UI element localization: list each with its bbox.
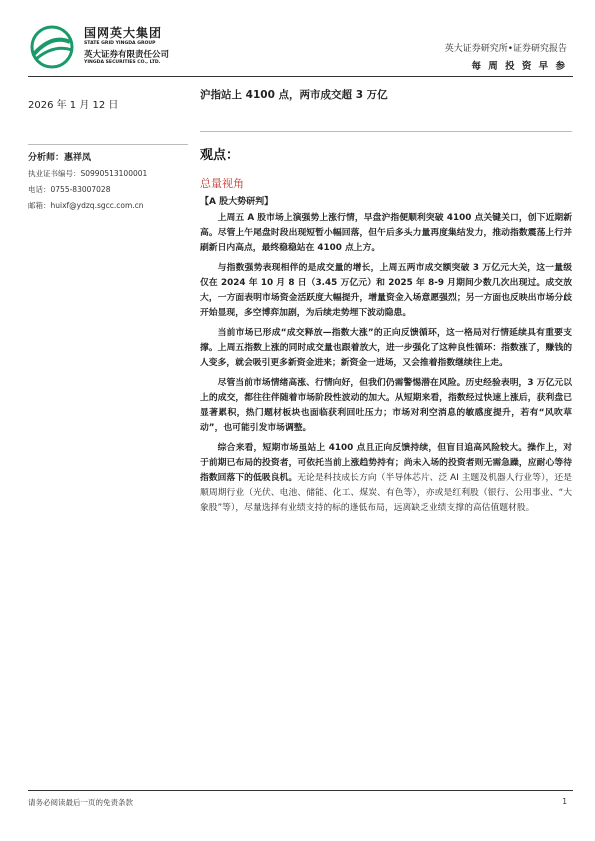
report-headline: 沪指站上 4100 点，两市成交超 3 万亿 <box>200 89 388 101</box>
logo-group-name: 国网英大集团 <box>84 26 163 40</box>
logo-company-name-en: YINGDA SECURITIES CO., LTD. <box>84 60 161 65</box>
headline-divider <box>200 131 572 132</box>
company-logo <box>28 22 188 74</box>
analyst-phone: 电话：0755-83007028 <box>28 185 111 194</box>
section-heading: 总量视角 <box>200 177 244 190</box>
subsection-heading: 【A 股大势研判】 <box>200 197 274 207</box>
paragraph <box>200 261 572 321</box>
report-type-label: 每 周 投 资 早 参 <box>471 61 567 72</box>
analyst-name: 分析师：惠祥凤 <box>28 153 92 163</box>
viewpoint-heading: 观点： <box>200 148 240 163</box>
page-number: 1 <box>562 797 567 806</box>
logo-company-name: 英大证券有限责任公司 <box>84 50 170 60</box>
analyst-email[interactable]: 邮箱：huixf@ydzq.sgcc.com.cn <box>28 201 144 210</box>
logo-group-name-en: STATE GRID YINGDA GROUP <box>84 41 156 46</box>
paragraph <box>200 211 572 256</box>
paragraph-bold-text: 综合来看，短期市场虽站上 4100 点且正向反馈持续，但盲目追高风险较大。操作上，对于前期已布局的投资者，可依托当前上涨趋势持有；尚未入场的投资者则无需急躁，应耐心等待指数回落下的低吸良机。 <box>200 443 572 483</box>
paragraph <box>200 376 572 436</box>
paragraph <box>200 326 572 371</box>
paragraph-bold-text: 尽管当前市场情绪高涨、行情向好，但我们仍需警惕潜在风险。历史经验表明，3 万亿元以上的成交，都往往伴随着市场阶段性波动的加大。从短期来看，指数经过快速上涨后，获利盘已显著累积，热门题材板块也面临获利回吐压力；市场对利空消息的敏感度提升，若有“风吹草动”，也可能引发市场调整。 <box>200 378 572 433</box>
paragraph-text: 无论是科技成长方向（半导体芯片、泛 AI 主题及机器人行业等），还是顺周期行业（光伏、电池、储能、化工、煤炭、有色等），亦或是红利股（银行、公用事业、“大象股”等），尽量选择有业绩支持的标的逢低布局，远离缺乏业绩支撑的高估值题材股。 <box>200 473 572 513</box>
report-body <box>200 211 572 521</box>
footer-divider <box>28 790 573 791</box>
institute-label: 英大证券研究所•证券研究报告 <box>444 44 567 54</box>
state-grid-logo-icon <box>28 24 76 70</box>
report-date: 2026 年 1 月 12 日 <box>28 100 119 111</box>
sidebar-divider <box>28 144 188 145</box>
paragraph-bold-text: 与指数强势表现相伴的是成交量的增长，上周五两市成交额突破 3 万亿元大关，这一量级仅在 2024 年 10 月 8 日（3.45 万亿元）和 2025 年 8-9 月期间少数几次出现过。成交放大，一方面表明市场资金活跃度大幅提升，增量资金入场意愿强烈；另一方面也反映出市场分歧开始显现，多空博弈加剧，为后续走势埋下波动隐患。 <box>200 263 572 318</box>
footer-disclaimer: 请务必阅读最后一页的免责条款 <box>28 798 133 807</box>
header-divider <box>28 76 573 77</box>
analyst-license: 执业证书编号：S0990513100001 <box>28 169 148 178</box>
paragraph <box>200 441 572 516</box>
paragraph-bold-text: 当前市场已形成“成交释放—指数大涨”的正向反馈循环，这一格局对行情延续具有重要支撑。上周五指数上涨的同时成交量也跟着放大，进一步强化了这种良性循环：指数涨了，赚钱的人变多，就会吸引更多新资金进来；新资金一进场，又会推着指数继续往上走。 <box>200 328 572 368</box>
paragraph-bold-text: 上周五 A 股市场上演强势上涨行情，早盘沪指便顺利突破 4100 点关键关口，创下近期新高。尽管上午尾盘时段出现短暂小幅回落，但午后多头力量再度集结发力，推动指数震荡上行并刷新日内高点，最终稳稳站在 4100 点上方。 <box>200 213 572 253</box>
